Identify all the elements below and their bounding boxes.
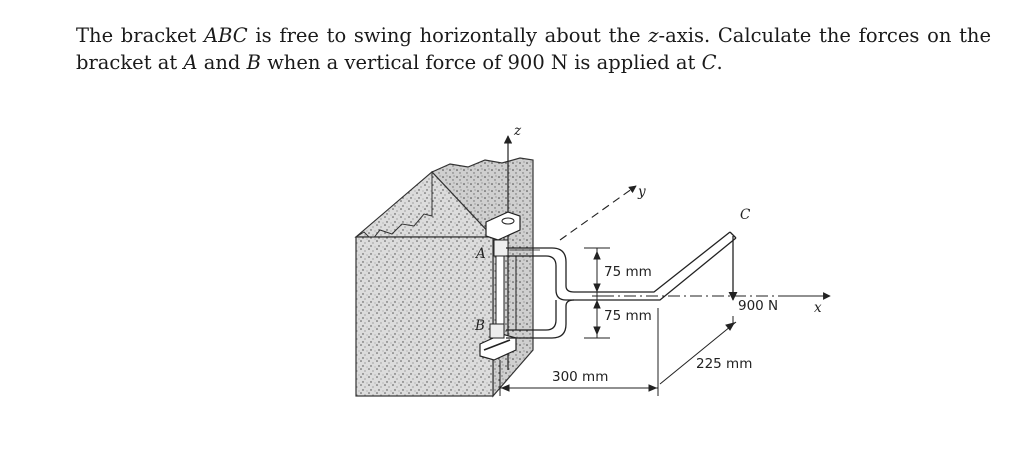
point-b-label: B: [475, 318, 485, 334]
math-b: B: [246, 51, 261, 74]
y-axis-label: y: [638, 184, 646, 200]
dim-lower-label: 75 mm: [604, 308, 652, 324]
wall-block: [356, 158, 533, 396]
y-axis: [560, 186, 636, 240]
dim-upper-label: 75 mm: [604, 264, 652, 280]
point-c-label: C: [740, 207, 751, 223]
force-label: 900 N: [738, 298, 779, 314]
problem-statement: The bracket ABC is free to swing horizontally about the z-axis. Calculate the forces on the bracket at A and B when a vertical force of 900 N is applied at C.: [76, 24, 992, 74]
math-c: C: [701, 51, 717, 74]
dim-300-label: 300 mm: [552, 369, 609, 385]
math-abc: ABC: [204, 24, 248, 47]
dim-vertical: [584, 248, 610, 338]
math-z: z: [648, 24, 659, 47]
math-a: A: [183, 51, 198, 74]
dim-225-label: 225 mm: [696, 356, 753, 372]
z-axis-label: z: [514, 123, 522, 139]
x-axis-label: x: [814, 300, 822, 316]
dim-225: [660, 316, 736, 384]
point-a-label: A: [476, 246, 486, 262]
